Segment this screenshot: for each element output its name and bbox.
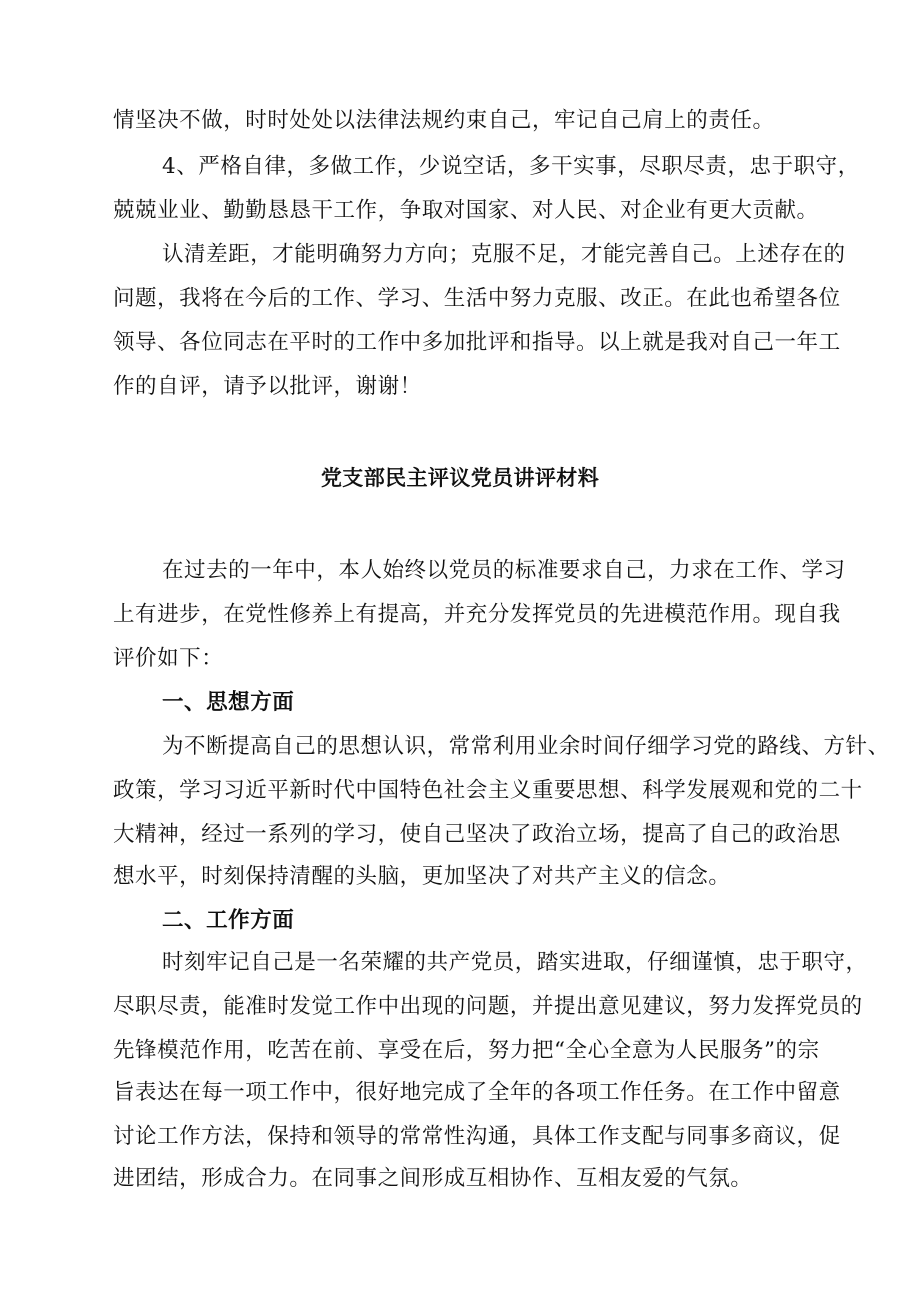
paragraph-line: 讨论工作方法，保持和领导的常常性沟通，具体工作支配与同事多商议，促: [113, 1124, 841, 1149]
paragraph-line: 先锋模范作用，吃苦在前、享受在后，努力把“全心全意为人民服务”的宗: [113, 1038, 820, 1063]
paragraph-line: 在过去的一年中，本人始终以党员的标准要求自己，力求在工作、学习: [162, 558, 846, 583]
paragraph-line: 问题，我将在今后的工作、学习、生活中努力克服、改正。在此也希望各位: [113, 286, 841, 311]
paragraph-line: 大精神，经过一系列的学习，使自己坚决了政治立场，提高了自己的政治思: [113, 822, 841, 847]
paragraph-line: 尽职尽责，能准时发觉工作中出现的问题，并提出意见建议，努力发挥党员的: [113, 994, 863, 1019]
section-heading-work: 二、工作方面: [162, 908, 295, 933]
paragraph-line: 政策，学习习近平新时代中国特色社会主义重要思想、科学发展观和党的二十: [113, 778, 863, 803]
paragraph-line: 兢兢业业、勤勤恳恳干工作，争取对国家、对人民、对企业有更大贡献。: [113, 198, 819, 223]
paragraph-line: 旨表达在每一项工作中，很好地完成了全年的各项工作任务。在工作中留意: [113, 1080, 841, 1105]
paragraph-line: 评价如下：: [113, 646, 224, 671]
paragraph-line: 进团结，形成合力。在同事之间形成互相协作、互相友爱的气氛。: [113, 1166, 753, 1191]
paragraph-line: 作的自评，请予以批评，谢谢！: [113, 374, 422, 399]
paragraph-line: 上有进步，在党性修养上有提高，并充分发挥党员的先进模范作用。现自我: [113, 602, 841, 627]
paragraph-line: 领导、各位同志在平时的工作中多加批评和指导。以上就是我对自己一年工: [113, 330, 841, 355]
document-title: 党支部民主评议党员讲评材料: [320, 465, 600, 490]
paragraph-line: 想水平，时刻保持清醒的头脑，更加坚决了对共产主义的信念。: [113, 864, 731, 889]
paragraph-line: 情坚决不做，时时处处以法律法规约束自己，牢记自己肩上的责任。: [113, 108, 775, 133]
section-heading-thought: 一、思想方面: [162, 690, 295, 715]
paragraph-line: 认清差距，才能明确努力方向；克服不足，才能完善自己。上述存在的: [162, 242, 846, 267]
paragraph-line: 为不断提高自己的思想认识，常常利用业余时间仔细学习党的路线、方针、: [162, 734, 890, 759]
paragraph-line: 时刻牢记自己是一名荣耀的共产党员，踏实进取，仔细谨慎，忠于职守，: [162, 950, 868, 975]
paragraph-line: 4、严格自律，多做工作，少说空话，多干实事，尽职尽责，忠于职守，: [162, 154, 860, 179]
